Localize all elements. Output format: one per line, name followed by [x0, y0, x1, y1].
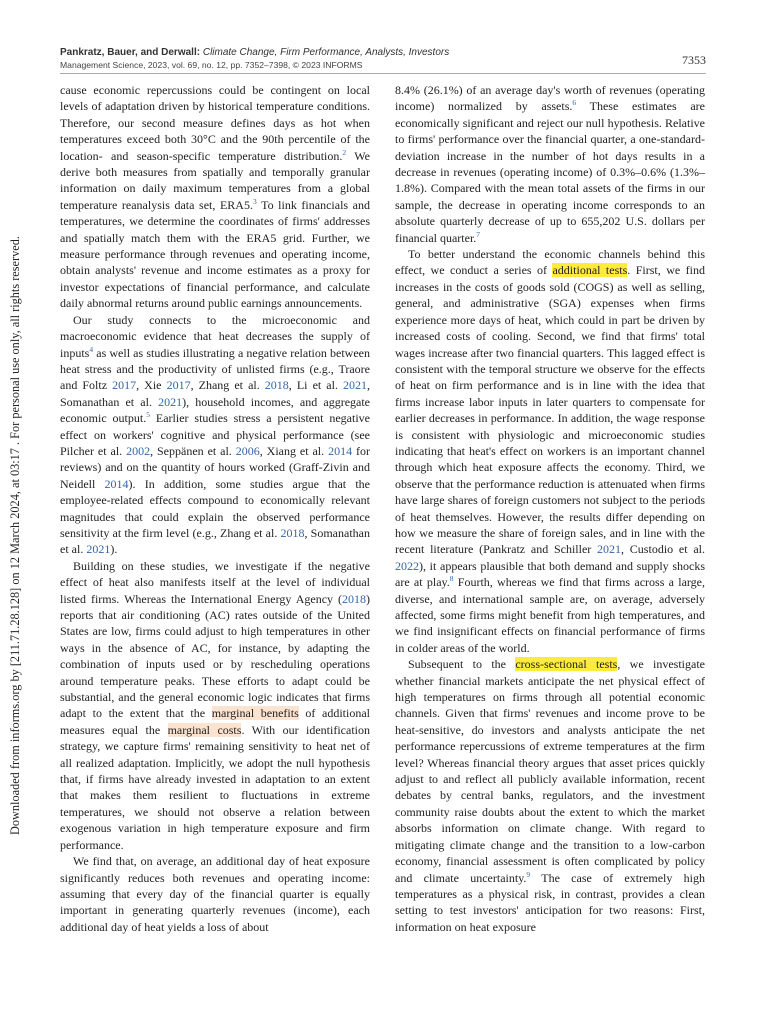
left-paragraph-3: Building on these studies, we investigate if the negative effect of heat also manifests itself at the level of individual listed firms. Whereas the International Energy Agency (2018) reports that air conditioning (AC) rates outside of the United States are low, firms could adjust to high temperatures in other ways in the absence of AC, for instance, by adapting the combination of inputs used or by rescheduling operations around temperature peaks. These efforts to adapt could be substantial, and the general economic logic indicates that firms adapt to the extent that the marginal benefits of additional measures equal the marginal costs. With our identification strategy, we capture firms' remaining sensitivity to heat net of all realized adaptation. Implicitly, we adopt the null hypothesis that, if firms have already invested in adaptation to an extent that makes them resilient to fluctuations in extreme temperatures, we should not observe a relation between exogenous variation in high temperature exposure and firm performance. [60, 558, 371, 852]
citation-year-link[interactable]: 2014 [104, 476, 129, 491]
right-paragraph-1: 8.4% (26.1%) of an average day's worth of revenues (operating income) normalized by assets.$^6$ These estimates are economically significant and reject our null hypothesis. Relative to firms' performance over the financial quarter, a one-standard-deviation increase in the number of hot days results in a decrease in revenues (operating income) of 0.3%–0.6% (1.3%–1.8%). Compared with the mean total assets of the firms in our sample, the decrease in operating income corresponds to an absolute quarterly decrease of up to 655,202 U.S. dollars per financial quarter.$^7$ [395, 83, 705, 245]
highlight-additional-tests[interactable]: additional tests [552, 263, 628, 278]
citation-year-link[interactable]: 2018 [280, 525, 305, 540]
left-paragraph-4: We find that, on average, an additional day of heat exposure significantly reduces both revenues and operating income: assuming that every day of the financial quarter is equally important in generating quarterly revenues (income), each additional day of heat yields a loss of about [60, 854, 370, 934]
left-paragraph-1: cause economic repercussions could be contingent on local levels of adaptation driven by historical temperature conditions. Therefore, our second measure defines days as hot when temperatures exceed both 30°C and the 90th percentile of the location- and season-specific temperature distribution.$^2$ We derive both measures from spatially and temporally granular information on daily maximum temperatures from a global temperature reanalysis data set, ERA5.$^3$ To link financials and temperatures, we determine the coordinates of firms' addresses and spatially match them with the ERA5 grid. Further, we measure performance through revenues and operating income, obtain analysts' revenue and income estimates as a proxy for investor expectations of financial performance, and calculate daily abnormal returns around public earnings announcements. [60, 83, 370, 311]
highlight-cross-sectional-tests[interactable]: cross-sectional tests [515, 657, 618, 672]
page-number: 7353 [682, 53, 706, 67]
citation-year-link[interactable]: 2018 [342, 591, 366, 606]
citation-year-link[interactable]: 2021 [158, 394, 183, 409]
left-column [60, 82, 370, 935]
citation-year-link[interactable]: 2017 [112, 378, 137, 393]
citation-year-link[interactable]: 2021 [86, 542, 111, 557]
download-notice-text: Downloaded from informs.org by [211.71.28.128] on 12 March 2024, at 03:17 . For personal use only, all rights reserved. [8, 236, 22, 835]
header-title: Climate Change, Firm Performance, Analysts, Investors [202, 47, 450, 58]
header-journal: Management Science, 2023, vol. 69, no. 12, pp. 7352–7398, © 2023 INFORMS [60, 60, 363, 70]
header-authors-line [60, 46, 706, 59]
header-divider [60, 73, 706, 74]
citation-year-link[interactable]: 2014 [328, 443, 353, 458]
footnote-ref[interactable]: 7 [476, 229, 481, 239]
running-header [60, 46, 706, 72]
citation-year-link[interactable]: 2002 [126, 443, 151, 458]
download-notice [0, 0, 22, 1024]
citation-year-link[interactable]: 2021 [343, 378, 368, 393]
footnote-ref[interactable]: 9 [526, 869, 531, 879]
right-paragraph-2: To better understand the economic channels behind this effect, we conduct a series of additional tests. First, we find increases in the costs of goods sold (COGS) as well as selling, general, and administrative (SGA) expenses when firms experience more days of heat, which could in part be driven by increased costs of cooling. Second, we find that firms' total wages increase after two financial quarters. This lagged effect is consistent with the temporal structure we observe for the effects of heat on firm performance and is in line with the idea that firms increase labor inputs in later quarters to compensate for earlier decreases in performance. In addition, the wage response is consistent with physiologic and microeconomic studies indicating that heat's effect on workers is an important channel through which heat exposure affects the economy. Third, we observe that the performance reduction is attenuated when firms have large shares of foreign customers not subject to the periods of heat themselves. However, the results differ depending on how we measure the share of foreign sales, and in line with the recent literature (Pankratz and Schiller 2021, Custodio et al. 2022), it appears plausible that both demand and supply shocks are at play.$^8$ Fourth, whereas we find that firms across a large, diverse, and international sample are, on average, adversely affected, some firms might benefit from high temperatures, and we find insignificant effects on financial performance of firms in colder areas of the world. [395, 247, 705, 655]
footnote-ref[interactable]: 8 [449, 574, 454, 584]
citation-year-link[interactable]: 2022 [395, 558, 419, 573]
highlight-marginal-benefits[interactable]: marginal benefits [211, 706, 299, 721]
citation-year-link[interactable]: 2006 [235, 443, 260, 458]
left-paragraph-2: Our study connects to the microeconomic and macroeconomic evidence that heat decreases the supply of inputs$^4$ as well as studies illustrating a negative relation between heat stress and the productivity of unlisted firms (e.g., Traore and Foltz 2017, Xie 2017, Zhang et al. 2018, Li et al. 2021, Somanathan et al. 2021), household incomes, and aggregate economic output.$^5$ Earlier studies stress a persistent negative effect on workers' cognitive and physical performance (see Pilcher et al. 2002, Seppänen et al. 2006, Xiang et al. 2014 for reviews) and on the quantity of hours worked (Graff-Zivin and Neidell 2014). In addition, some studies argue that the employee-related effects compound to economically relevant magnitudes that could explain the observed performance sensitivity at the firm level (e.g., Zhang et al. 2018, Somanathan et al. 2021). [60, 312, 371, 557]
footnote-ref[interactable]: 5 [146, 410, 150, 420]
footnote-ref[interactable]: 6 [572, 98, 577, 108]
right-paragraph-3: Subsequent to the cross-sectional tests, we investigate whether financial markets anticipate the net physical effect of high temperatures on firms through all potential economic channels. Given that firms' revenues and income prove to be heat-sensitive, do investors and analysts anticipate the net performance repercussions of extreme temperatures at the firm level? Whereas financial theory argues that asset prices quickly adjust to and reflect all publicly available information, recent debates by central banks, regulators, and the investment community raise doubts about the extent to which the market absorbs information on climate change. With regard to mitigating climate change and the transition to a low-carbon economy, financial assessment is often complicated by policy and climate uncertainty.$^9$ The case of extremely high temperatures as a physical risk, in contrast, provides a clean setting to test investors' anticipation for two reasons: First, information on heat exposure [395, 657, 705, 934]
highlight-marginal-costs[interactable]: marginal costs [167, 722, 242, 737]
footnote-ref[interactable]: 2 [342, 147, 347, 157]
footnote-ref[interactable]: 4 [89, 344, 94, 354]
footnote-ref[interactable]: 3 [252, 196, 257, 206]
citation-year-link[interactable]: 2021 [597, 542, 622, 557]
header-authors: Pankratz, Bauer, and Derwall: [60, 47, 201, 58]
right-column [395, 82, 705, 935]
citation-year-link[interactable]: 2018 [264, 378, 289, 393]
citation-year-link[interactable]: 2017 [166, 378, 191, 393]
